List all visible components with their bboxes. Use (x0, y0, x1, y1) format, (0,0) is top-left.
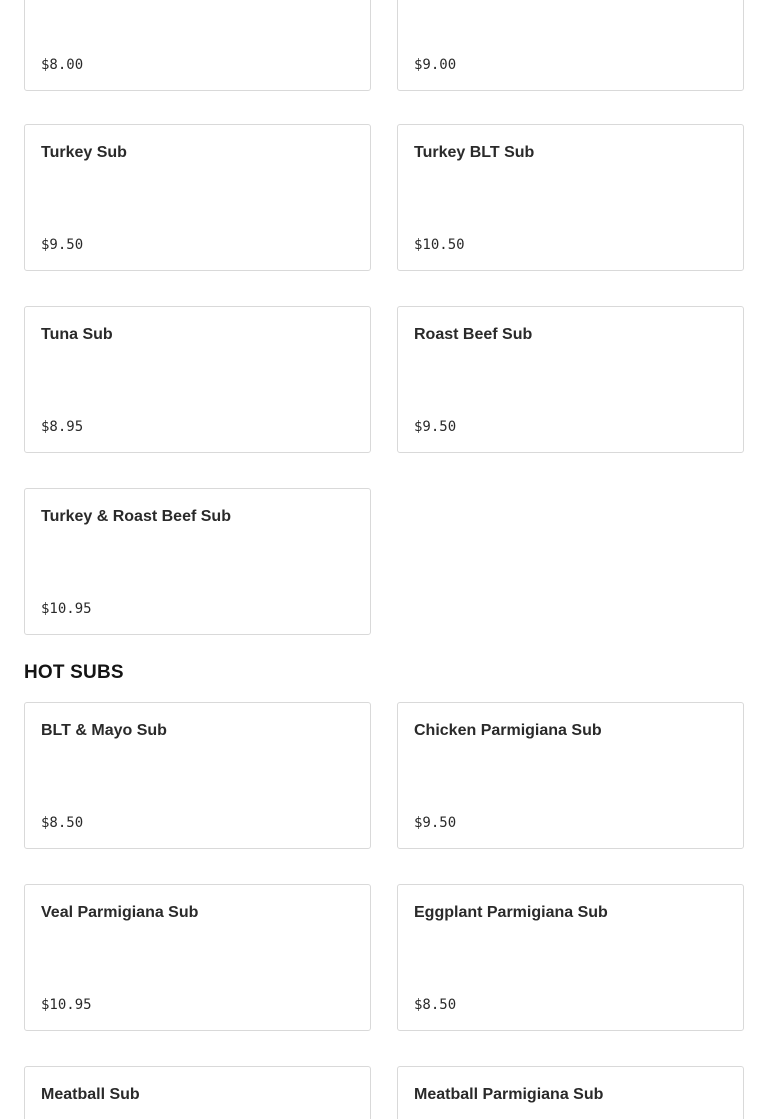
menu-item-card[interactable] (24, 0, 371, 91)
menu-item-card[interactable] (24, 124, 371, 271)
menu-item-name: Chicken Parmigiana Sub (414, 722, 602, 739)
menu-item-name: Roast Beef Sub (414, 326, 533, 343)
menu-item-name: Eggplant Parmigiana Sub (414, 904, 608, 921)
menu-item-price: $10.50 (414, 237, 465, 253)
menu-item-card[interactable] (24, 488, 371, 635)
menu-item-card[interactable] (24, 306, 371, 453)
menu-item-card[interactable] (397, 0, 744, 91)
menu-item-price: $8.95 (41, 419, 84, 435)
menu-item-card[interactable] (397, 124, 744, 271)
section-title-hot-subs: HOT SUBS (24, 662, 124, 683)
menu-item-price: $9.50 (41, 237, 84, 253)
menu-item-name: BLT & Mayo Sub (41, 722, 167, 739)
menu-item-name: Turkey & Roast Beef Sub (41, 508, 231, 525)
menu-item-price: $8.00 (41, 57, 84, 73)
menu-item-price: $9.50 (414, 815, 457, 831)
menu-item-price: $9.00 (414, 57, 457, 73)
menu-item-card[interactable] (397, 702, 744, 849)
menu-item-name: Veal Parmigiana Sub (41, 904, 199, 921)
menu-item-price: $8.50 (414, 997, 457, 1013)
menu-item-card[interactable] (397, 884, 744, 1031)
menu-item-price: $10.95 (41, 997, 92, 1013)
menu-item-name: Turkey BLT Sub (414, 144, 535, 161)
menu-item-card[interactable] (24, 1066, 371, 1119)
menu-item-name: Tuna Sub (41, 326, 113, 343)
menu-item-card[interactable] (397, 1066, 744, 1119)
menu-item-price: $9.50 (414, 419, 457, 435)
menu-item-card[interactable] (397, 306, 744, 453)
menu-item-name: Meatball Sub (41, 1086, 140, 1103)
menu-item-price: $8.50 (41, 815, 84, 831)
menu-item-name: Meatball Parmigiana Sub (414, 1086, 604, 1103)
menu-item-card[interactable] (24, 702, 371, 849)
menu-item-price: $10.95 (41, 601, 92, 617)
menu-item-card[interactable] (24, 884, 371, 1031)
menu-item-name: Turkey Sub (41, 144, 127, 161)
